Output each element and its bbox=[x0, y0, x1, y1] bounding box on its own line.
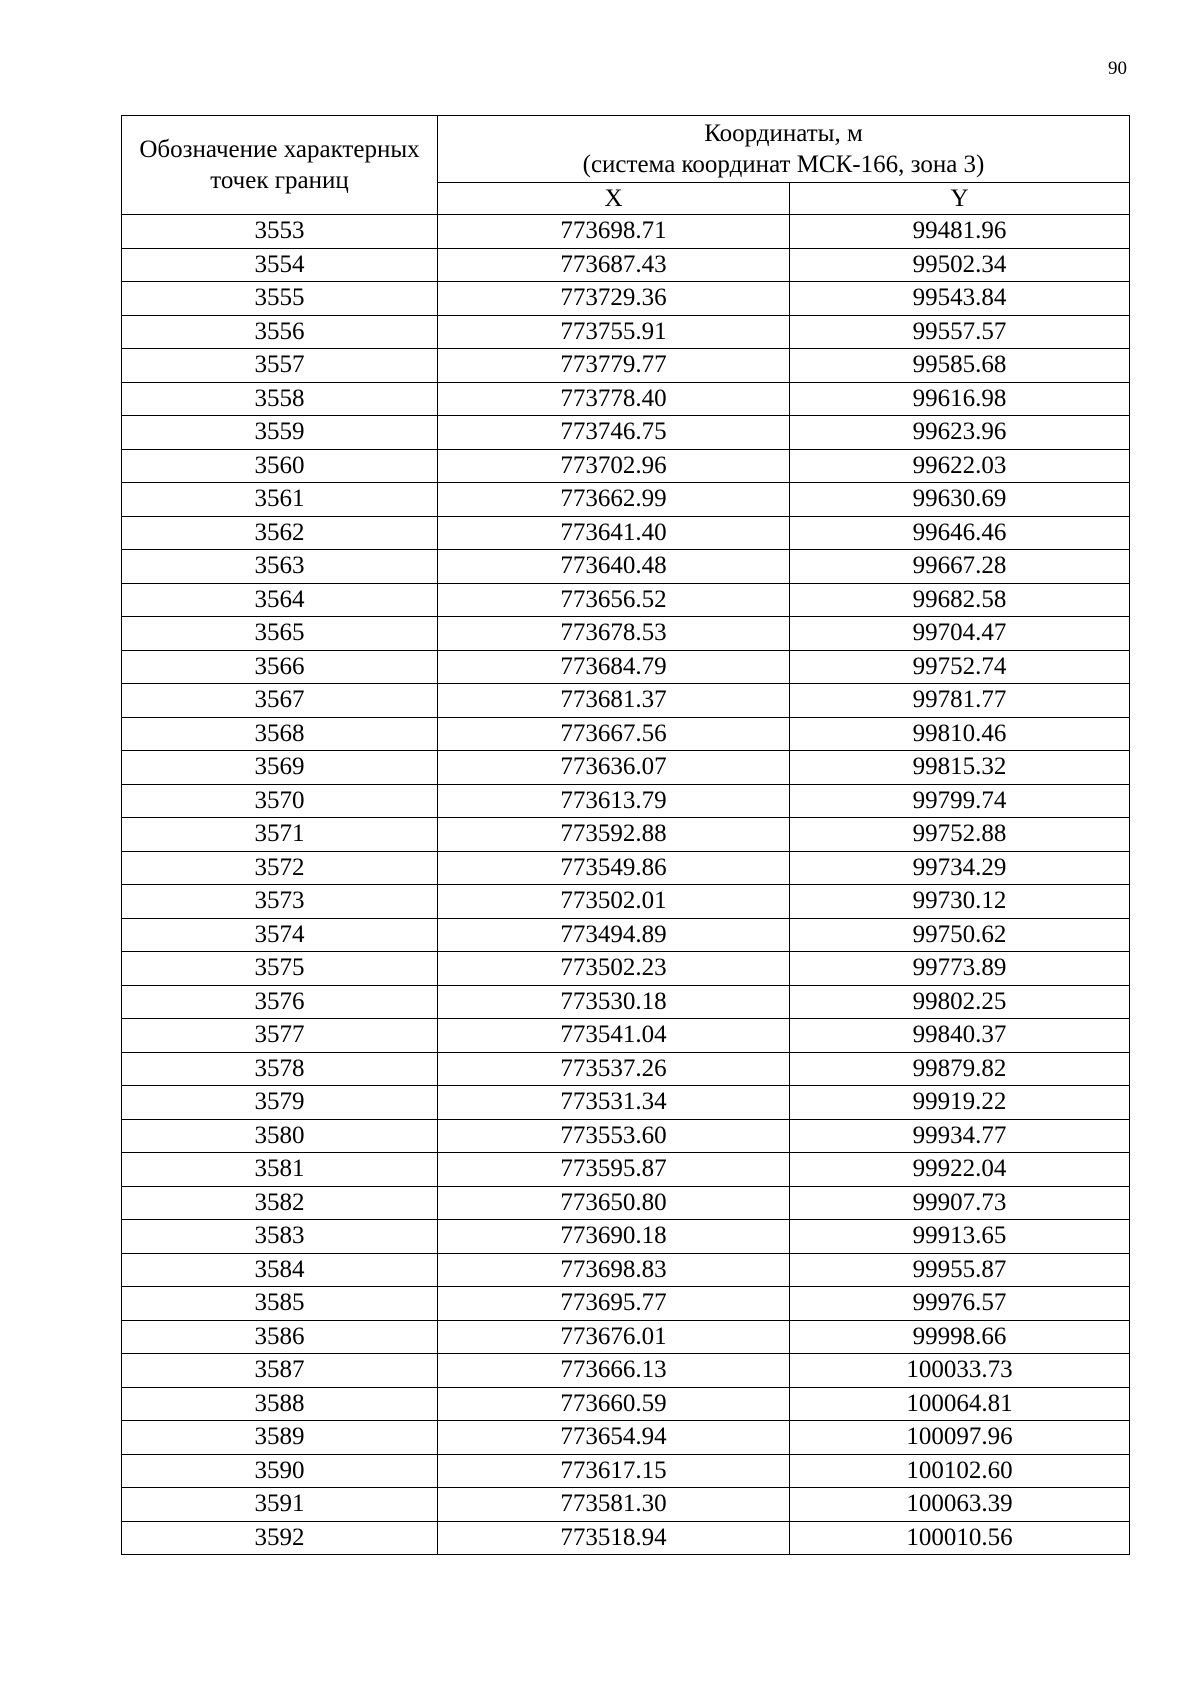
x-coordinate-cell: 773494.89 bbox=[438, 918, 790, 952]
header-coordinate-system: (система координат МСК-166, зона 3) bbox=[582, 151, 985, 178]
y-coordinate-cell: 99630.69 bbox=[790, 483, 1130, 517]
x-coordinate-cell: 773666.13 bbox=[438, 1354, 790, 1388]
x-coordinate-cell: 773581.30 bbox=[438, 1488, 790, 1522]
x-coordinate-cell: 773676.01 bbox=[438, 1320, 790, 1354]
point-id-cell: 3562 bbox=[122, 516, 438, 550]
x-coordinate-cell: 773518.94 bbox=[438, 1521, 790, 1555]
x-coordinate-cell: 773678.53 bbox=[438, 617, 790, 651]
point-id-cell: 3571 bbox=[122, 818, 438, 852]
y-coordinate-cell: 99682.58 bbox=[790, 583, 1130, 617]
y-coordinate-cell: 99752.74 bbox=[790, 650, 1130, 684]
y-coordinate-cell: 99667.28 bbox=[790, 550, 1130, 584]
point-id-cell: 3591 bbox=[122, 1488, 438, 1522]
header-coordinates-title: Координаты, м bbox=[704, 120, 863, 147]
point-id-cell: 3561 bbox=[122, 483, 438, 517]
x-coordinate-cell: 773531.34 bbox=[438, 1086, 790, 1120]
table-row bbox=[122, 1287, 1130, 1321]
y-coordinate-cell: 99622.03 bbox=[790, 449, 1130, 483]
point-id-cell: 3579 bbox=[122, 1086, 438, 1120]
point-id-cell: 3573 bbox=[122, 885, 438, 919]
x-coordinate-cell: 773698.71 bbox=[438, 215, 790, 249]
point-id-cell: 3578 bbox=[122, 1052, 438, 1086]
table-row bbox=[122, 851, 1130, 885]
y-coordinate-cell: 99907.73 bbox=[790, 1186, 1130, 1220]
x-coordinate-cell: 773656.52 bbox=[438, 583, 790, 617]
x-coordinate-cell: 773729.36 bbox=[438, 282, 790, 316]
page-number: 90 bbox=[1108, 58, 1127, 79]
y-coordinate-cell: 99919.22 bbox=[790, 1086, 1130, 1120]
table-row bbox=[122, 1421, 1130, 1455]
y-coordinate-cell: 100064.81 bbox=[790, 1387, 1130, 1421]
x-coordinate-cell: 773684.79 bbox=[438, 650, 790, 684]
point-id-cell: 3592 bbox=[122, 1521, 438, 1555]
x-coordinate-cell: 773687.43 bbox=[438, 248, 790, 282]
x-coordinate-cell: 773667.56 bbox=[438, 717, 790, 751]
y-coordinate-cell: 99481.96 bbox=[790, 215, 1130, 249]
x-coordinate-cell: 773695.77 bbox=[438, 1287, 790, 1321]
y-coordinate-cell: 99879.82 bbox=[790, 1052, 1130, 1086]
y-coordinate-cell: 99998.66 bbox=[790, 1320, 1130, 1354]
point-id-cell: 3581 bbox=[122, 1153, 438, 1187]
y-coordinate-cell: 99913.65 bbox=[790, 1220, 1130, 1254]
table-row bbox=[122, 1354, 1130, 1388]
x-coordinate-cell: 773779.77 bbox=[438, 349, 790, 383]
x-coordinate-cell: 773640.48 bbox=[438, 550, 790, 584]
table-row bbox=[122, 684, 1130, 718]
x-coordinate-cell: 773755.91 bbox=[438, 315, 790, 349]
y-coordinate-cell: 99502.34 bbox=[790, 248, 1130, 282]
header-point-label: Обозначение характерных точек границ bbox=[122, 116, 438, 215]
x-coordinate-cell: 773592.88 bbox=[438, 818, 790, 852]
x-coordinate-cell: 773530.18 bbox=[438, 985, 790, 1019]
x-coordinate-cell: 773613.79 bbox=[438, 784, 790, 818]
point-id-cell: 3584 bbox=[122, 1253, 438, 1287]
table-row bbox=[122, 1052, 1130, 1086]
x-coordinate-cell: 773502.01 bbox=[438, 885, 790, 919]
y-coordinate-cell: 99734.29 bbox=[790, 851, 1130, 885]
point-id-cell: 3570 bbox=[122, 784, 438, 818]
x-coordinate-cell: 773617.15 bbox=[438, 1454, 790, 1488]
y-coordinate-cell: 99543.84 bbox=[790, 282, 1130, 316]
x-coordinate-cell: 773690.18 bbox=[438, 1220, 790, 1254]
table-row bbox=[122, 1387, 1130, 1421]
x-coordinate-cell: 773636.07 bbox=[438, 751, 790, 785]
y-coordinate-cell: 100063.39 bbox=[790, 1488, 1130, 1522]
table-row bbox=[122, 1153, 1130, 1187]
table-row bbox=[122, 550, 1130, 584]
x-coordinate-cell: 773654.94 bbox=[438, 1421, 790, 1455]
point-id-cell: 3568 bbox=[122, 717, 438, 751]
table-row bbox=[122, 382, 1130, 416]
x-coordinate-cell: 773660.59 bbox=[438, 1387, 790, 1421]
table-row bbox=[122, 1019, 1130, 1053]
table-row bbox=[122, 818, 1130, 852]
y-coordinate-cell: 100102.60 bbox=[790, 1454, 1130, 1488]
point-id-cell: 3582 bbox=[122, 1186, 438, 1220]
table-row bbox=[122, 583, 1130, 617]
x-coordinate-cell: 773681.37 bbox=[438, 684, 790, 718]
point-id-cell: 3556 bbox=[122, 315, 438, 349]
y-coordinate-cell: 99730.12 bbox=[790, 885, 1130, 919]
y-coordinate-cell: 99585.68 bbox=[790, 349, 1130, 383]
point-id-cell: 3585 bbox=[122, 1287, 438, 1321]
x-coordinate-cell: 773778.40 bbox=[438, 382, 790, 416]
point-id-cell: 3587 bbox=[122, 1354, 438, 1388]
point-id-cell: 3586 bbox=[122, 1320, 438, 1354]
table-row bbox=[122, 315, 1130, 349]
point-id-cell: 3574 bbox=[122, 918, 438, 952]
table-row bbox=[122, 516, 1130, 550]
x-coordinate-cell: 773549.86 bbox=[438, 851, 790, 885]
x-coordinate-cell: 773502.23 bbox=[438, 952, 790, 986]
table-row bbox=[122, 483, 1130, 517]
y-coordinate-cell: 99799.74 bbox=[790, 784, 1130, 818]
x-coordinate-cell: 773662.99 bbox=[438, 483, 790, 517]
y-coordinate-cell: 99781.77 bbox=[790, 684, 1130, 718]
y-coordinate-cell: 99815.32 bbox=[790, 751, 1130, 785]
table-row bbox=[122, 1119, 1130, 1153]
point-id-cell: 3583 bbox=[122, 1220, 438, 1254]
table-row bbox=[122, 349, 1130, 383]
x-coordinate-cell: 773641.40 bbox=[438, 516, 790, 550]
y-coordinate-cell: 99557.57 bbox=[790, 315, 1130, 349]
table-row bbox=[122, 985, 1130, 1019]
point-id-cell: 3589 bbox=[122, 1421, 438, 1455]
y-coordinate-cell: 100010.56 bbox=[790, 1521, 1130, 1555]
table-row bbox=[122, 449, 1130, 483]
point-id-cell: 3572 bbox=[122, 851, 438, 885]
point-id-cell: 3566 bbox=[122, 650, 438, 684]
y-coordinate-cell: 99616.98 bbox=[790, 382, 1130, 416]
y-coordinate-cell: 99955.87 bbox=[790, 1253, 1130, 1287]
table-body bbox=[122, 215, 1130, 1555]
point-id-cell: 3590 bbox=[122, 1454, 438, 1488]
y-coordinate-cell: 99623.96 bbox=[790, 416, 1130, 450]
x-coordinate-cell: 773702.96 bbox=[438, 449, 790, 483]
table-row bbox=[122, 1086, 1130, 1120]
point-id-cell: 3563 bbox=[122, 550, 438, 584]
y-coordinate-cell: 100097.96 bbox=[790, 1421, 1130, 1455]
x-coordinate-cell: 773746.75 bbox=[438, 416, 790, 450]
table-row bbox=[122, 215, 1130, 249]
y-coordinate-cell: 99840.37 bbox=[790, 1019, 1130, 1053]
y-coordinate-cell: 99802.25 bbox=[790, 985, 1130, 1019]
y-coordinate-cell: 99976.57 bbox=[790, 1287, 1130, 1321]
table-row bbox=[122, 650, 1130, 684]
y-coordinate-cell: 99934.77 bbox=[790, 1119, 1130, 1153]
table-row bbox=[122, 248, 1130, 282]
x-coordinate-cell: 773541.04 bbox=[438, 1019, 790, 1053]
point-id-cell: 3560 bbox=[122, 449, 438, 483]
table-row bbox=[122, 1521, 1130, 1555]
point-id-cell: 3575 bbox=[122, 952, 438, 986]
header-y: Y bbox=[790, 183, 1130, 215]
coordinates-table bbox=[121, 115, 1130, 1555]
point-id-cell: 3576 bbox=[122, 985, 438, 1019]
table-row bbox=[122, 1253, 1130, 1287]
point-id-cell: 3580 bbox=[122, 1119, 438, 1153]
point-id-cell: 3577 bbox=[122, 1019, 438, 1053]
point-id-cell: 3557 bbox=[122, 349, 438, 383]
table-row bbox=[122, 918, 1130, 952]
header-x: X bbox=[438, 183, 790, 215]
point-id-cell: 3559 bbox=[122, 416, 438, 450]
y-coordinate-cell: 99750.62 bbox=[790, 918, 1130, 952]
table-header bbox=[122, 116, 1130, 215]
x-coordinate-cell: 773595.87 bbox=[438, 1153, 790, 1187]
y-coordinate-cell: 99810.46 bbox=[790, 717, 1130, 751]
table-row bbox=[122, 416, 1130, 450]
point-id-cell: 3567 bbox=[122, 684, 438, 718]
table-row bbox=[122, 885, 1130, 919]
x-coordinate-cell: 773537.26 bbox=[438, 1052, 790, 1086]
table-row bbox=[122, 784, 1130, 818]
point-id-cell: 3565 bbox=[122, 617, 438, 651]
table-row bbox=[122, 1454, 1130, 1488]
x-coordinate-cell: 773553.60 bbox=[438, 1119, 790, 1153]
y-coordinate-cell: 99704.47 bbox=[790, 617, 1130, 651]
y-coordinate-cell: 99752.88 bbox=[790, 818, 1130, 852]
point-id-cell: 3569 bbox=[122, 751, 438, 785]
table-row bbox=[122, 282, 1130, 316]
y-coordinate-cell: 99773.89 bbox=[790, 952, 1130, 986]
x-coordinate-cell: 773650.80 bbox=[438, 1186, 790, 1220]
point-id-cell: 3553 bbox=[122, 215, 438, 249]
table-row bbox=[122, 952, 1130, 986]
table-row bbox=[122, 1220, 1130, 1254]
y-coordinate-cell: 99922.04 bbox=[790, 1153, 1130, 1187]
table-row bbox=[122, 617, 1130, 651]
header-coordinates bbox=[438, 116, 1130, 183]
point-id-cell: 3558 bbox=[122, 382, 438, 416]
table-row bbox=[122, 751, 1130, 785]
point-id-cell: 3564 bbox=[122, 583, 438, 617]
y-coordinate-cell: 100033.73 bbox=[790, 1354, 1130, 1388]
point-id-cell: 3554 bbox=[122, 248, 438, 282]
table-row bbox=[122, 1488, 1130, 1522]
point-id-cell: 3555 bbox=[122, 282, 438, 316]
point-id-cell: 3588 bbox=[122, 1387, 438, 1421]
table-row bbox=[122, 717, 1130, 751]
y-coordinate-cell: 99646.46 bbox=[790, 516, 1130, 550]
table-row bbox=[122, 1186, 1130, 1220]
x-coordinate-cell: 773698.83 bbox=[438, 1253, 790, 1287]
table-row bbox=[122, 1320, 1130, 1354]
